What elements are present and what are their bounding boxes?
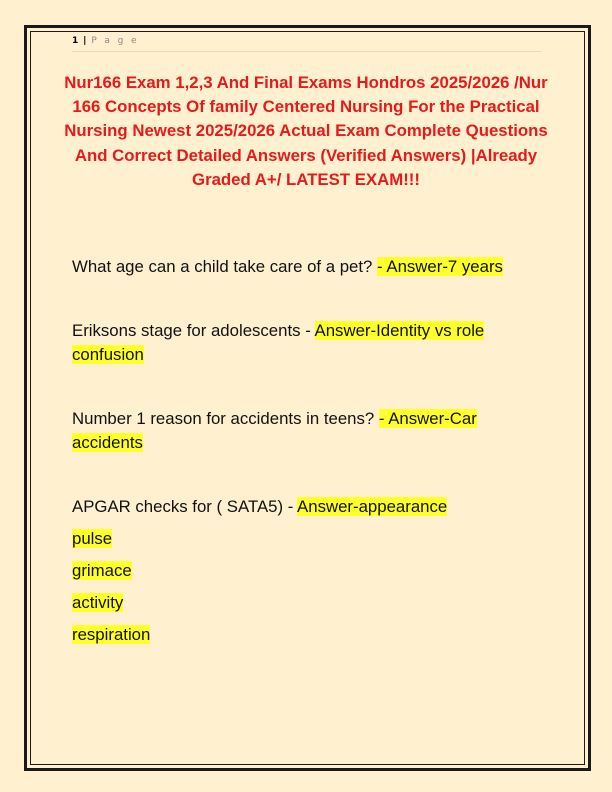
- question-text: APGAR checks for ( SATA5) -: [72, 497, 298, 516]
- page-separator: |: [83, 36, 87, 46]
- page-header: [72, 36, 542, 52]
- page-number: 1: [72, 36, 79, 46]
- apgar-item: grimace: [72, 561, 132, 580]
- question-text: Eriksons stage for adolescents -: [72, 321, 315, 340]
- answer-text: - Answer-Car accidents: [72, 409, 477, 452]
- qa-item: [72, 319, 522, 367]
- qa-item: [72, 495, 552, 519]
- apgar-item: pulse: [72, 529, 113, 548]
- question-text: What age can a child take care of a pet?: [72, 257, 378, 276]
- apgar-item: activity: [72, 593, 124, 612]
- question-text: Number 1 reason for accidents in teens?: [72, 409, 379, 428]
- page-label: P a g e: [91, 36, 139, 46]
- document-title: Nur166 Exam 1,2,3 And Final Exams Hondros 2025/2026 /Nur 166 Concepts Of family Centered Nursing For the Practical Nursing Newest 2025/2026 Actual Exam Complete Questions And Correct Detailed Answers (Verified Answers) |Already Graded A+/ LATEST EXAM!!!: [64, 73, 548, 189]
- apgar-item: respiration: [72, 625, 151, 644]
- answer-text: - Answer-7 years: [377, 257, 503, 276]
- qa-item: [72, 255, 552, 279]
- answer-text: Answer-appearance: [297, 497, 448, 516]
- qa-item: [72, 407, 522, 455]
- answer-text: Answer-Identity vs role confusion: [72, 321, 485, 364]
